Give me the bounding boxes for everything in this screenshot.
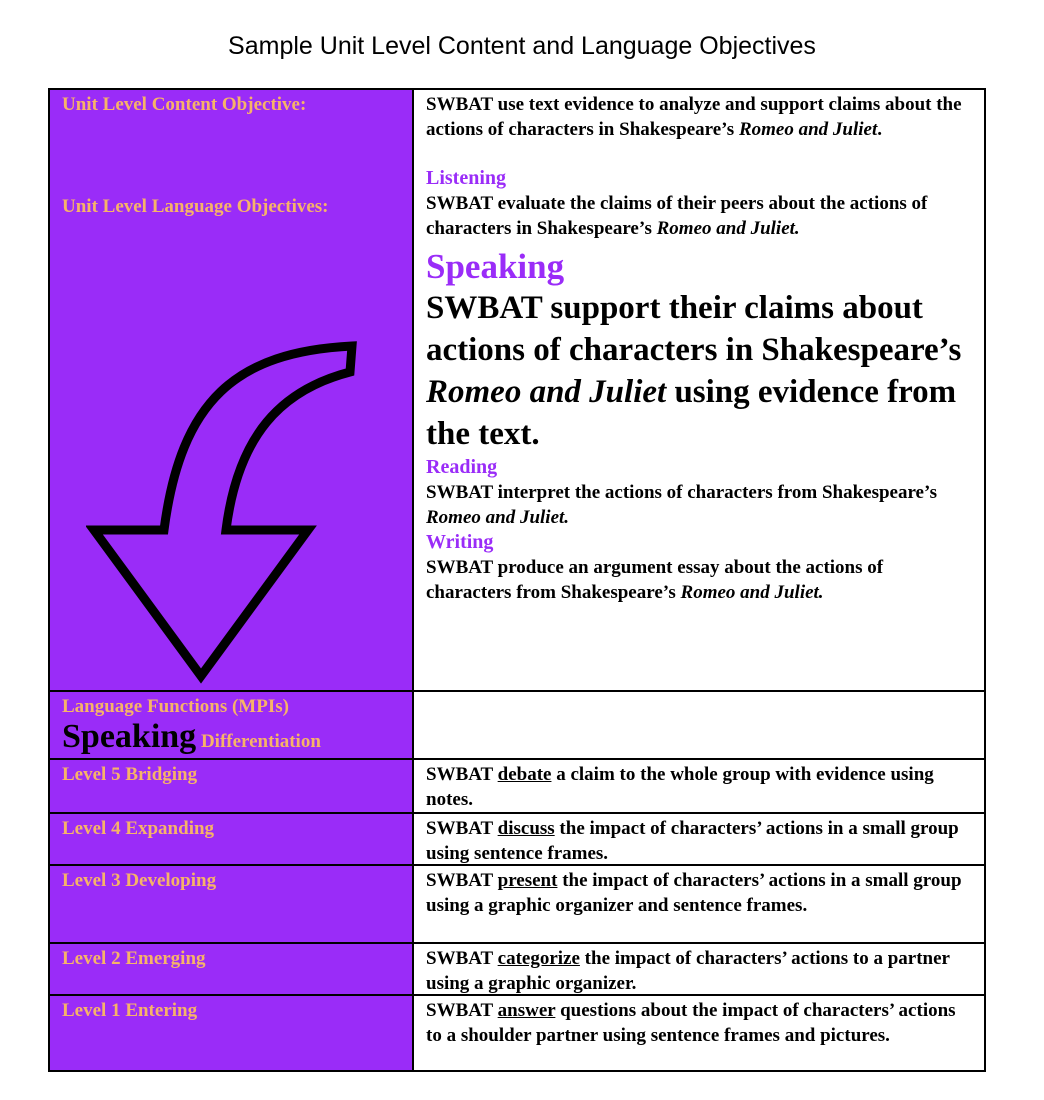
page-title: Sample Unit Level Content and Language Objectives — [228, 32, 816, 60]
language-objectives-label: Unit Level Language Objectives: — [62, 196, 329, 217]
writing-heading: Writing — [426, 531, 494, 553]
level-4-text: SWBAT discuss the impact of characters’ actions in a small group using sentence frames. — [414, 812, 984, 864]
objectives-table — [48, 88, 986, 1072]
curved-down-arrow-icon — [86, 340, 376, 690]
language-functions-cell — [50, 690, 414, 758]
objective-text-cell — [414, 90, 984, 690]
speaking-heading: Speaking — [426, 247, 565, 286]
level-5-text: SWBAT debate a claim to the whole group with evidence using notes. — [414, 758, 984, 812]
differentiation-label: Differentiation — [200, 731, 321, 752]
level-1-label: Level 1 Entering — [50, 994, 414, 1070]
listening-text: SWBAT evaluate the claims of their peers about the actions of characters in Shakespeare’s Romeo and Juliet. — [426, 193, 928, 239]
objective-labels-cell — [50, 90, 414, 690]
reading-text: SWBAT interpret the actions of characters from Shakespeare’s Romeo and Juliet. — [426, 482, 938, 528]
language-functions-empty-cell — [414, 690, 984, 758]
level-2-label: Level 2 Emerging — [50, 942, 414, 994]
level-1-text: SWBAT answer questions about the impact of characters’ actions to a shoulder partner using sentence frames and pictures. — [414, 994, 984, 1070]
content-objective-text: SWBAT use text evidence to analyze and support claims about the actions of characters in Shakespeare’s Romeo and Juliet. — [426, 94, 962, 140]
speaking-text: SWBAT support their claims about actions of characters in Shakespeare’s Romeo and Juliet using evidence from the text. — [426, 290, 962, 452]
level-5-label: Level 5 Bridging — [50, 758, 414, 812]
language-functions-label: Language Functions (MPIs) — [62, 696, 289, 717]
listening-heading: Listening — [426, 167, 507, 189]
level-3-label: Level 3 Developing — [50, 864, 414, 942]
speaking-label: Speaking — [62, 718, 197, 755]
reading-heading: Reading — [426, 456, 498, 478]
level-4-label: Level 4 Expanding — [50, 812, 414, 864]
writing-text: SWBAT produce an argument essay about the actions of characters from Shakespeare’s Romeo and Juliet. — [426, 557, 884, 603]
content-objective-label: Unit Level Content Objective: — [62, 94, 307, 115]
level-3-text: SWBAT present the impact of characters’ actions in a small group using a graphic organizer and sentence frames. — [414, 864, 984, 942]
level-2-text: SWBAT categorize the impact of characters’ actions to a partner using a graphic organizer. — [414, 942, 984, 994]
